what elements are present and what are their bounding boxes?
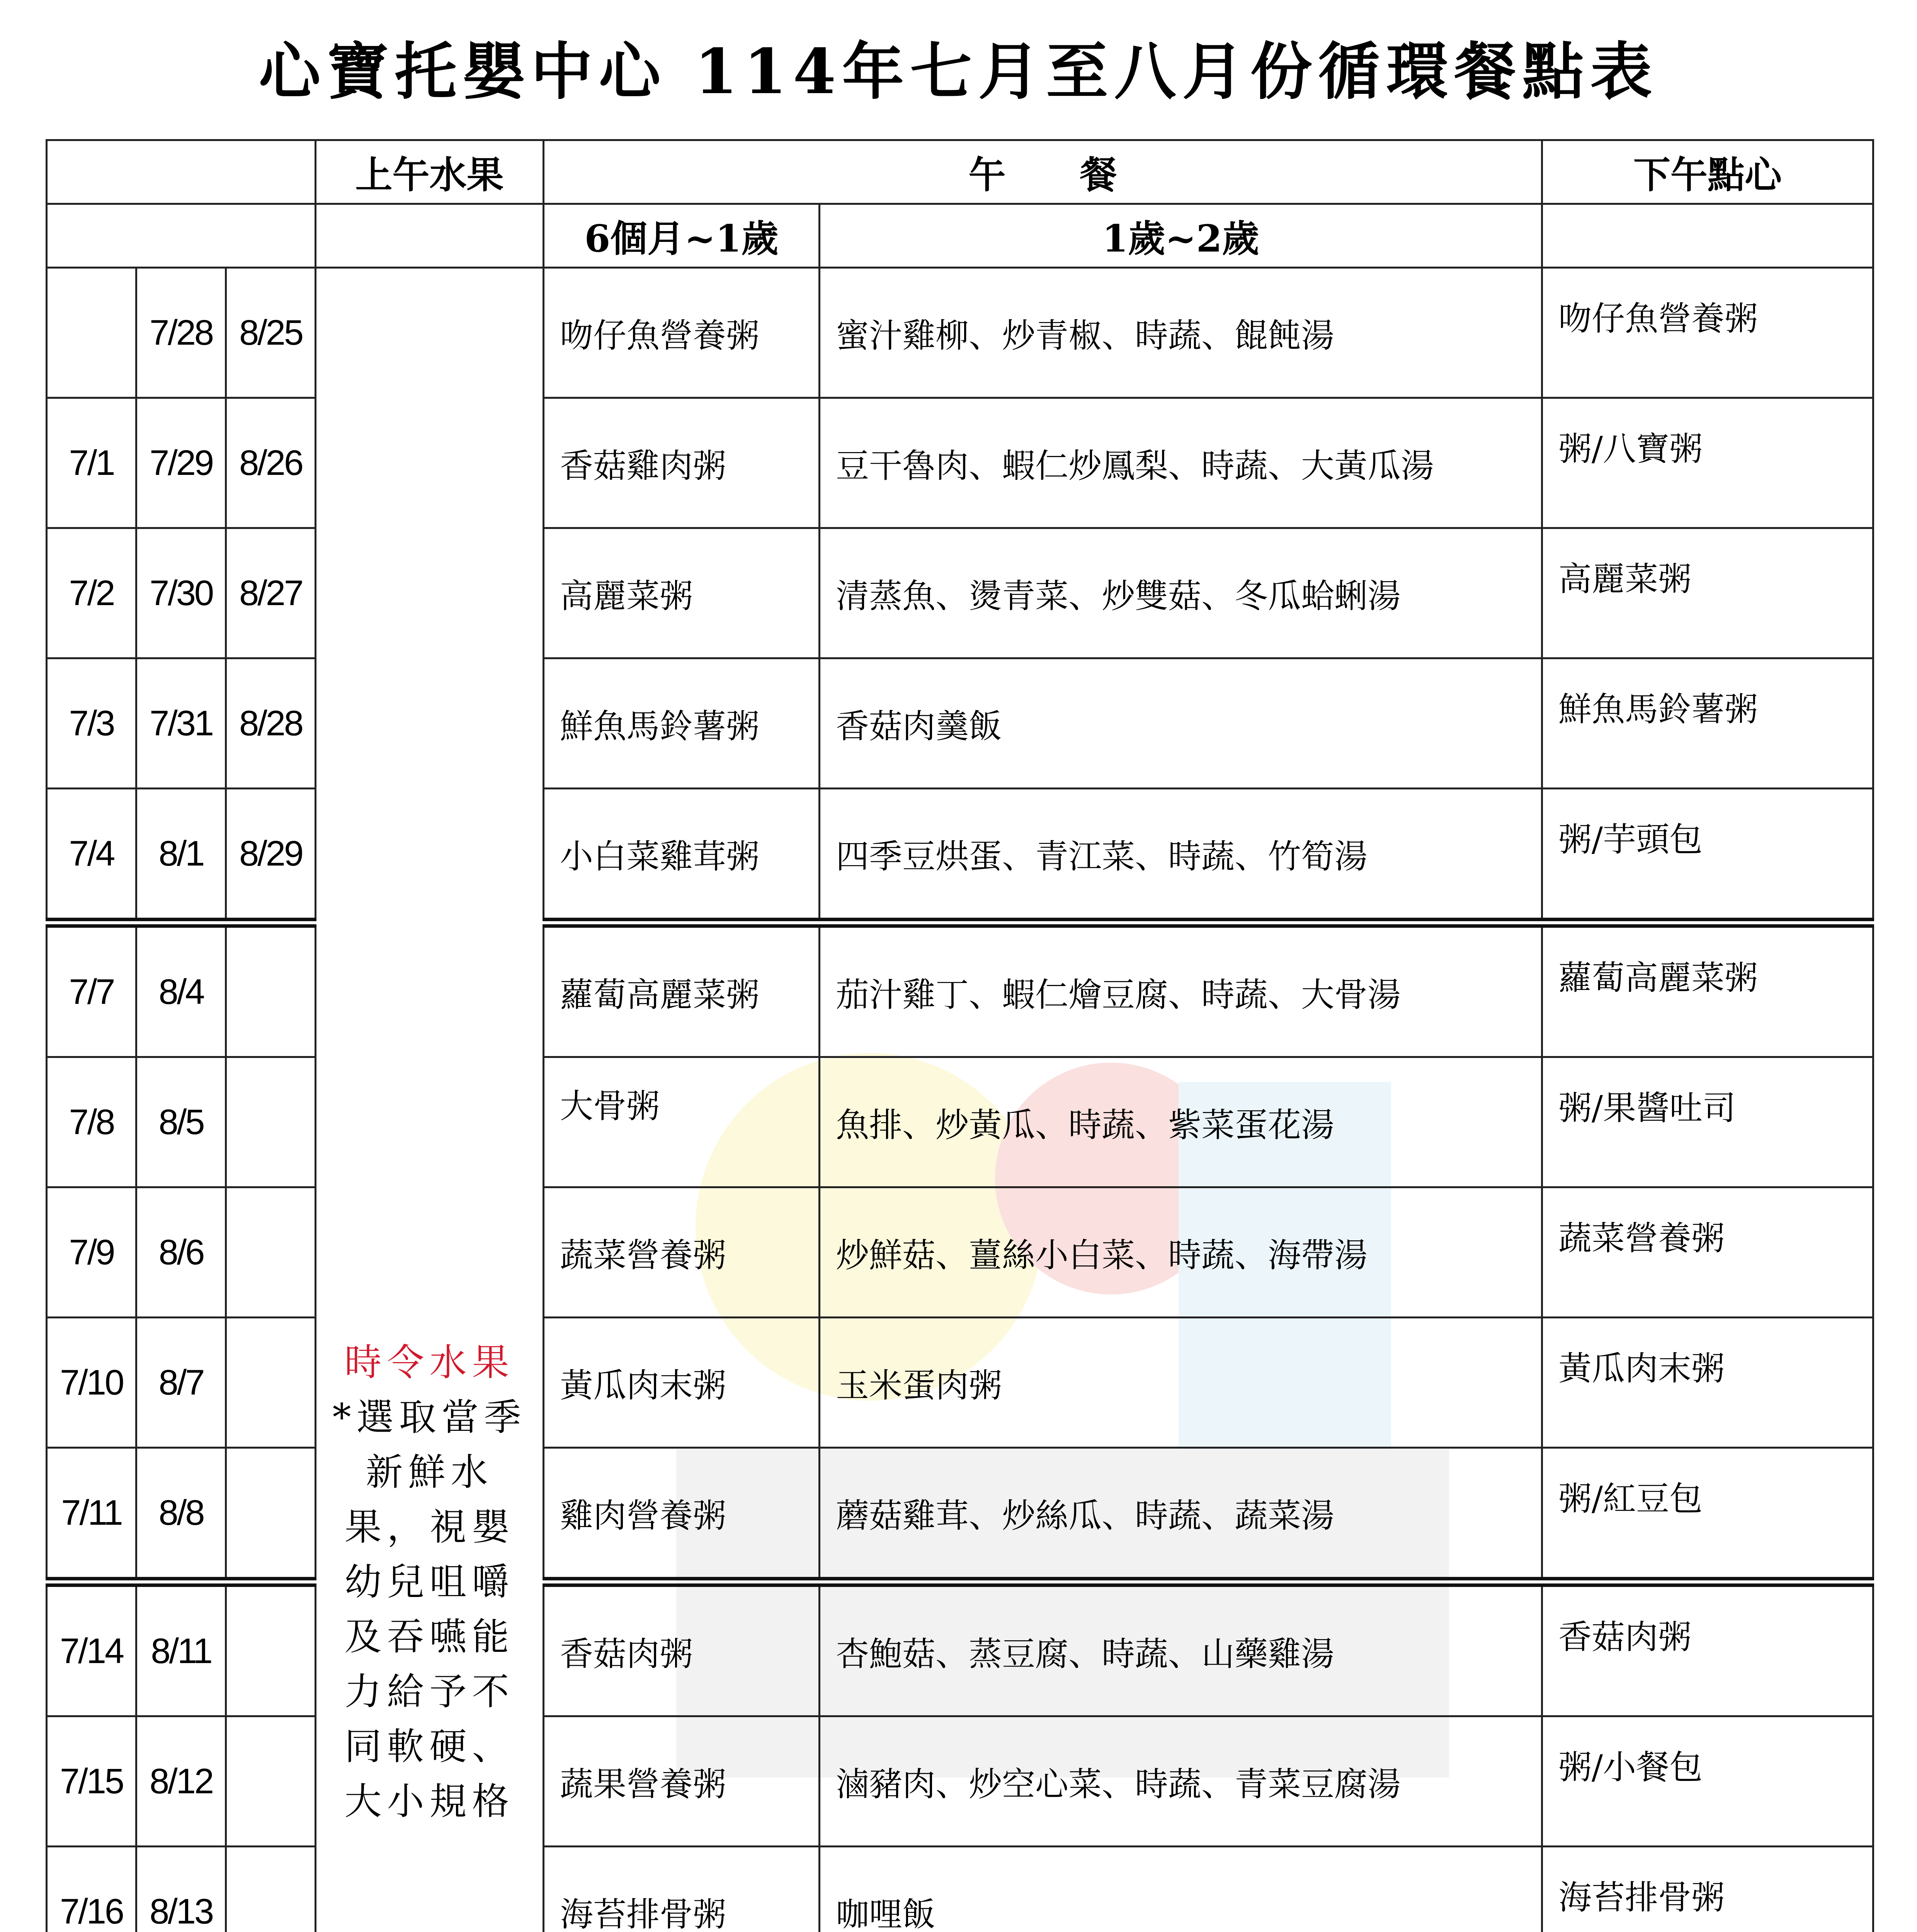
age-group-baby-header: 6個月~1歲 xyxy=(544,204,820,268)
date-august-1: 8/11 xyxy=(136,1582,226,1716)
header-blank-cell xyxy=(47,140,316,204)
afternoon-snack: 粥/果醬吐司 xyxy=(1542,1057,1873,1187)
date-july: 7/8 xyxy=(47,1057,136,1187)
toddler-lunch: 炒鮮菇、薑絲小白菜、時蔬、海帶湯 xyxy=(820,1187,1542,1318)
date-august-2: 8/28 xyxy=(226,658,316,789)
date-august-2: 8/27 xyxy=(226,528,316,658)
date-july: 7/15 xyxy=(47,1716,136,1847)
fruit-blank-cell xyxy=(316,204,544,268)
toddler-lunch: 豆干魯肉、蝦仁炒鳳梨、時蔬、大黃瓜湯 xyxy=(820,398,1542,528)
afternoon-snack: 高麗菜粥 xyxy=(1542,528,1873,658)
afternoon-snack: 粥/芋頭包 xyxy=(1542,789,1873,923)
afternoon-snack: 粥/八寶粥 xyxy=(1542,398,1873,528)
baby-lunch: 大骨粥 xyxy=(544,1057,820,1187)
fruit-header: 上午水果 xyxy=(316,140,544,204)
baby-lunch: 海苔排骨粥 xyxy=(544,1847,820,1932)
age-header-row xyxy=(47,204,1873,268)
date-july: 7/11 xyxy=(47,1448,136,1582)
baby-lunch: 高麗菜粥 xyxy=(544,528,820,658)
morning-fruit-cell xyxy=(316,268,544,1932)
toddler-lunch: 咖哩飯 xyxy=(820,1847,1542,1932)
date-july: 7/4 xyxy=(47,789,136,923)
age-blank-cell xyxy=(47,204,316,268)
seasonal-fruit-title: 時令水果 xyxy=(344,1341,515,1384)
baby-lunch: 蘿蔔高麗菜粥 xyxy=(544,923,820,1057)
afternoon-snack: 粥/小餐包 xyxy=(1542,1716,1873,1847)
afternoon-snack: 香菇肉粥 xyxy=(1542,1582,1873,1716)
date-august-2: 8/26 xyxy=(226,398,316,528)
toddler-lunch: 茄汁雞丁、蝦仁燴豆腐、時蔬、大骨湯 xyxy=(820,923,1542,1057)
date-july: 7/3 xyxy=(47,658,136,789)
snack-blank-cell xyxy=(1542,204,1873,268)
toddler-lunch: 四季豆烘蛋、青江菜、時蔬、竹筍湯 xyxy=(820,789,1542,923)
date-august-1: 8/8 xyxy=(136,1448,226,1582)
date-july: 7/7 xyxy=(47,923,136,1057)
date-august-1: 8/12 xyxy=(136,1716,226,1847)
afternoon-snack: 海苔排骨粥 xyxy=(1542,1847,1873,1932)
toddler-lunch: 滷豬肉、炒空心菜、時蔬、青菜豆腐湯 xyxy=(820,1716,1542,1847)
date-august-2 xyxy=(226,1448,316,1582)
toddler-lunch: 杏鮑菇、蒸豆腐、時蔬、山藥雞湯 xyxy=(820,1582,1542,1716)
afternoon-snack: 蔬菜營養粥 xyxy=(1542,1187,1873,1318)
date-august-2 xyxy=(226,1847,316,1932)
date-august-2 xyxy=(226,1582,316,1716)
date-august-1: 8/13 xyxy=(136,1847,226,1932)
baby-lunch: 香菇肉粥 xyxy=(544,1582,820,1716)
baby-lunch: 雞肉營養粥 xyxy=(544,1448,820,1582)
toddler-lunch: 蜜汁雞柳、炒青椒、時蔬、餛飩湯 xyxy=(820,268,1542,398)
snack-header: 下午點心 xyxy=(1542,140,1873,204)
afternoon-snack: 黃瓜肉末粥 xyxy=(1542,1318,1873,1448)
date-july xyxy=(47,268,136,398)
baby-lunch: 蔬果營養粥 xyxy=(544,1716,820,1847)
date-august-1: 7/28 xyxy=(136,268,226,398)
page-title: 心寶托嬰中心 114年七月至八月份循環餐點表 xyxy=(259,35,1658,108)
date-july: 7/10 xyxy=(47,1318,136,1448)
date-august-1: 7/31 xyxy=(136,658,226,789)
date-july: 7/14 xyxy=(47,1582,136,1716)
header-row xyxy=(47,140,1873,204)
afternoon-snack: 蘿蔔高麗菜粥 xyxy=(1542,923,1873,1057)
date-august-1: 8/1 xyxy=(136,789,226,923)
age-group-toddler-header: 1歲~2歲 xyxy=(820,204,1542,268)
date-august-2 xyxy=(226,1187,316,1318)
baby-lunch: 蔬菜營養粥 xyxy=(544,1187,820,1318)
baby-lunch: 小白菜雞茸粥 xyxy=(544,789,820,923)
afternoon-snack: 粥/紅豆包 xyxy=(1542,1448,1873,1582)
date-august-1: 8/5 xyxy=(136,1057,226,1187)
toddler-lunch: 香菇肉羹飯 xyxy=(820,658,1542,789)
meal-schedule-table xyxy=(46,139,1874,1932)
date-august-2 xyxy=(226,1716,316,1847)
date-august-1: 8/7 xyxy=(136,1318,226,1448)
date-august-1: 8/4 xyxy=(136,923,226,1057)
date-august-1: 7/29 xyxy=(136,398,226,528)
lunch-header: 午 餐 xyxy=(544,140,1542,204)
date-july: 7/9 xyxy=(47,1187,136,1318)
baby-lunch: 鮮魚馬鈴薯粥 xyxy=(544,658,820,789)
date-august-1: 7/30 xyxy=(136,528,226,658)
afternoon-snack: 鮮魚馬鈴薯粥 xyxy=(1542,658,1873,789)
baby-lunch: 吻仔魚營養粥 xyxy=(544,268,820,398)
toddler-lunch: 蘑菇雞茸、炒絲瓜、時蔬、蔬菜湯 xyxy=(820,1448,1542,1582)
date-july: 7/2 xyxy=(47,528,136,658)
seasonal-fruit-note: *選取當季新鮮水果，視嬰幼兒咀嚼及吞嚥能力給予不同軟硬、大小規格 xyxy=(332,1396,527,1823)
toddler-lunch: 玉米蛋肉粥 xyxy=(820,1318,1542,1448)
date-august-1: 8/6 xyxy=(136,1187,226,1318)
date-august-2 xyxy=(226,1318,316,1448)
date-august-2: 8/29 xyxy=(226,789,316,923)
date-july: 7/16 xyxy=(47,1847,136,1932)
baby-lunch: 黃瓜肉末粥 xyxy=(544,1318,820,1448)
date-july: 7/1 xyxy=(47,398,136,528)
baby-lunch: 香菇雞肉粥 xyxy=(544,398,820,528)
toddler-lunch: 清蒸魚、燙青菜、炒雙菇、冬瓜蛤蜊湯 xyxy=(820,528,1542,658)
toddler-lunch: 魚排、炒黃瓜、時蔬、紫菜蛋花湯 xyxy=(820,1057,1542,1187)
date-august-2 xyxy=(226,1057,316,1187)
date-august-2: 8/25 xyxy=(226,268,316,398)
menu-row xyxy=(47,268,1873,398)
afternoon-snack: 吻仔魚營養粥 xyxy=(1542,268,1873,398)
date-august-2 xyxy=(226,923,316,1057)
